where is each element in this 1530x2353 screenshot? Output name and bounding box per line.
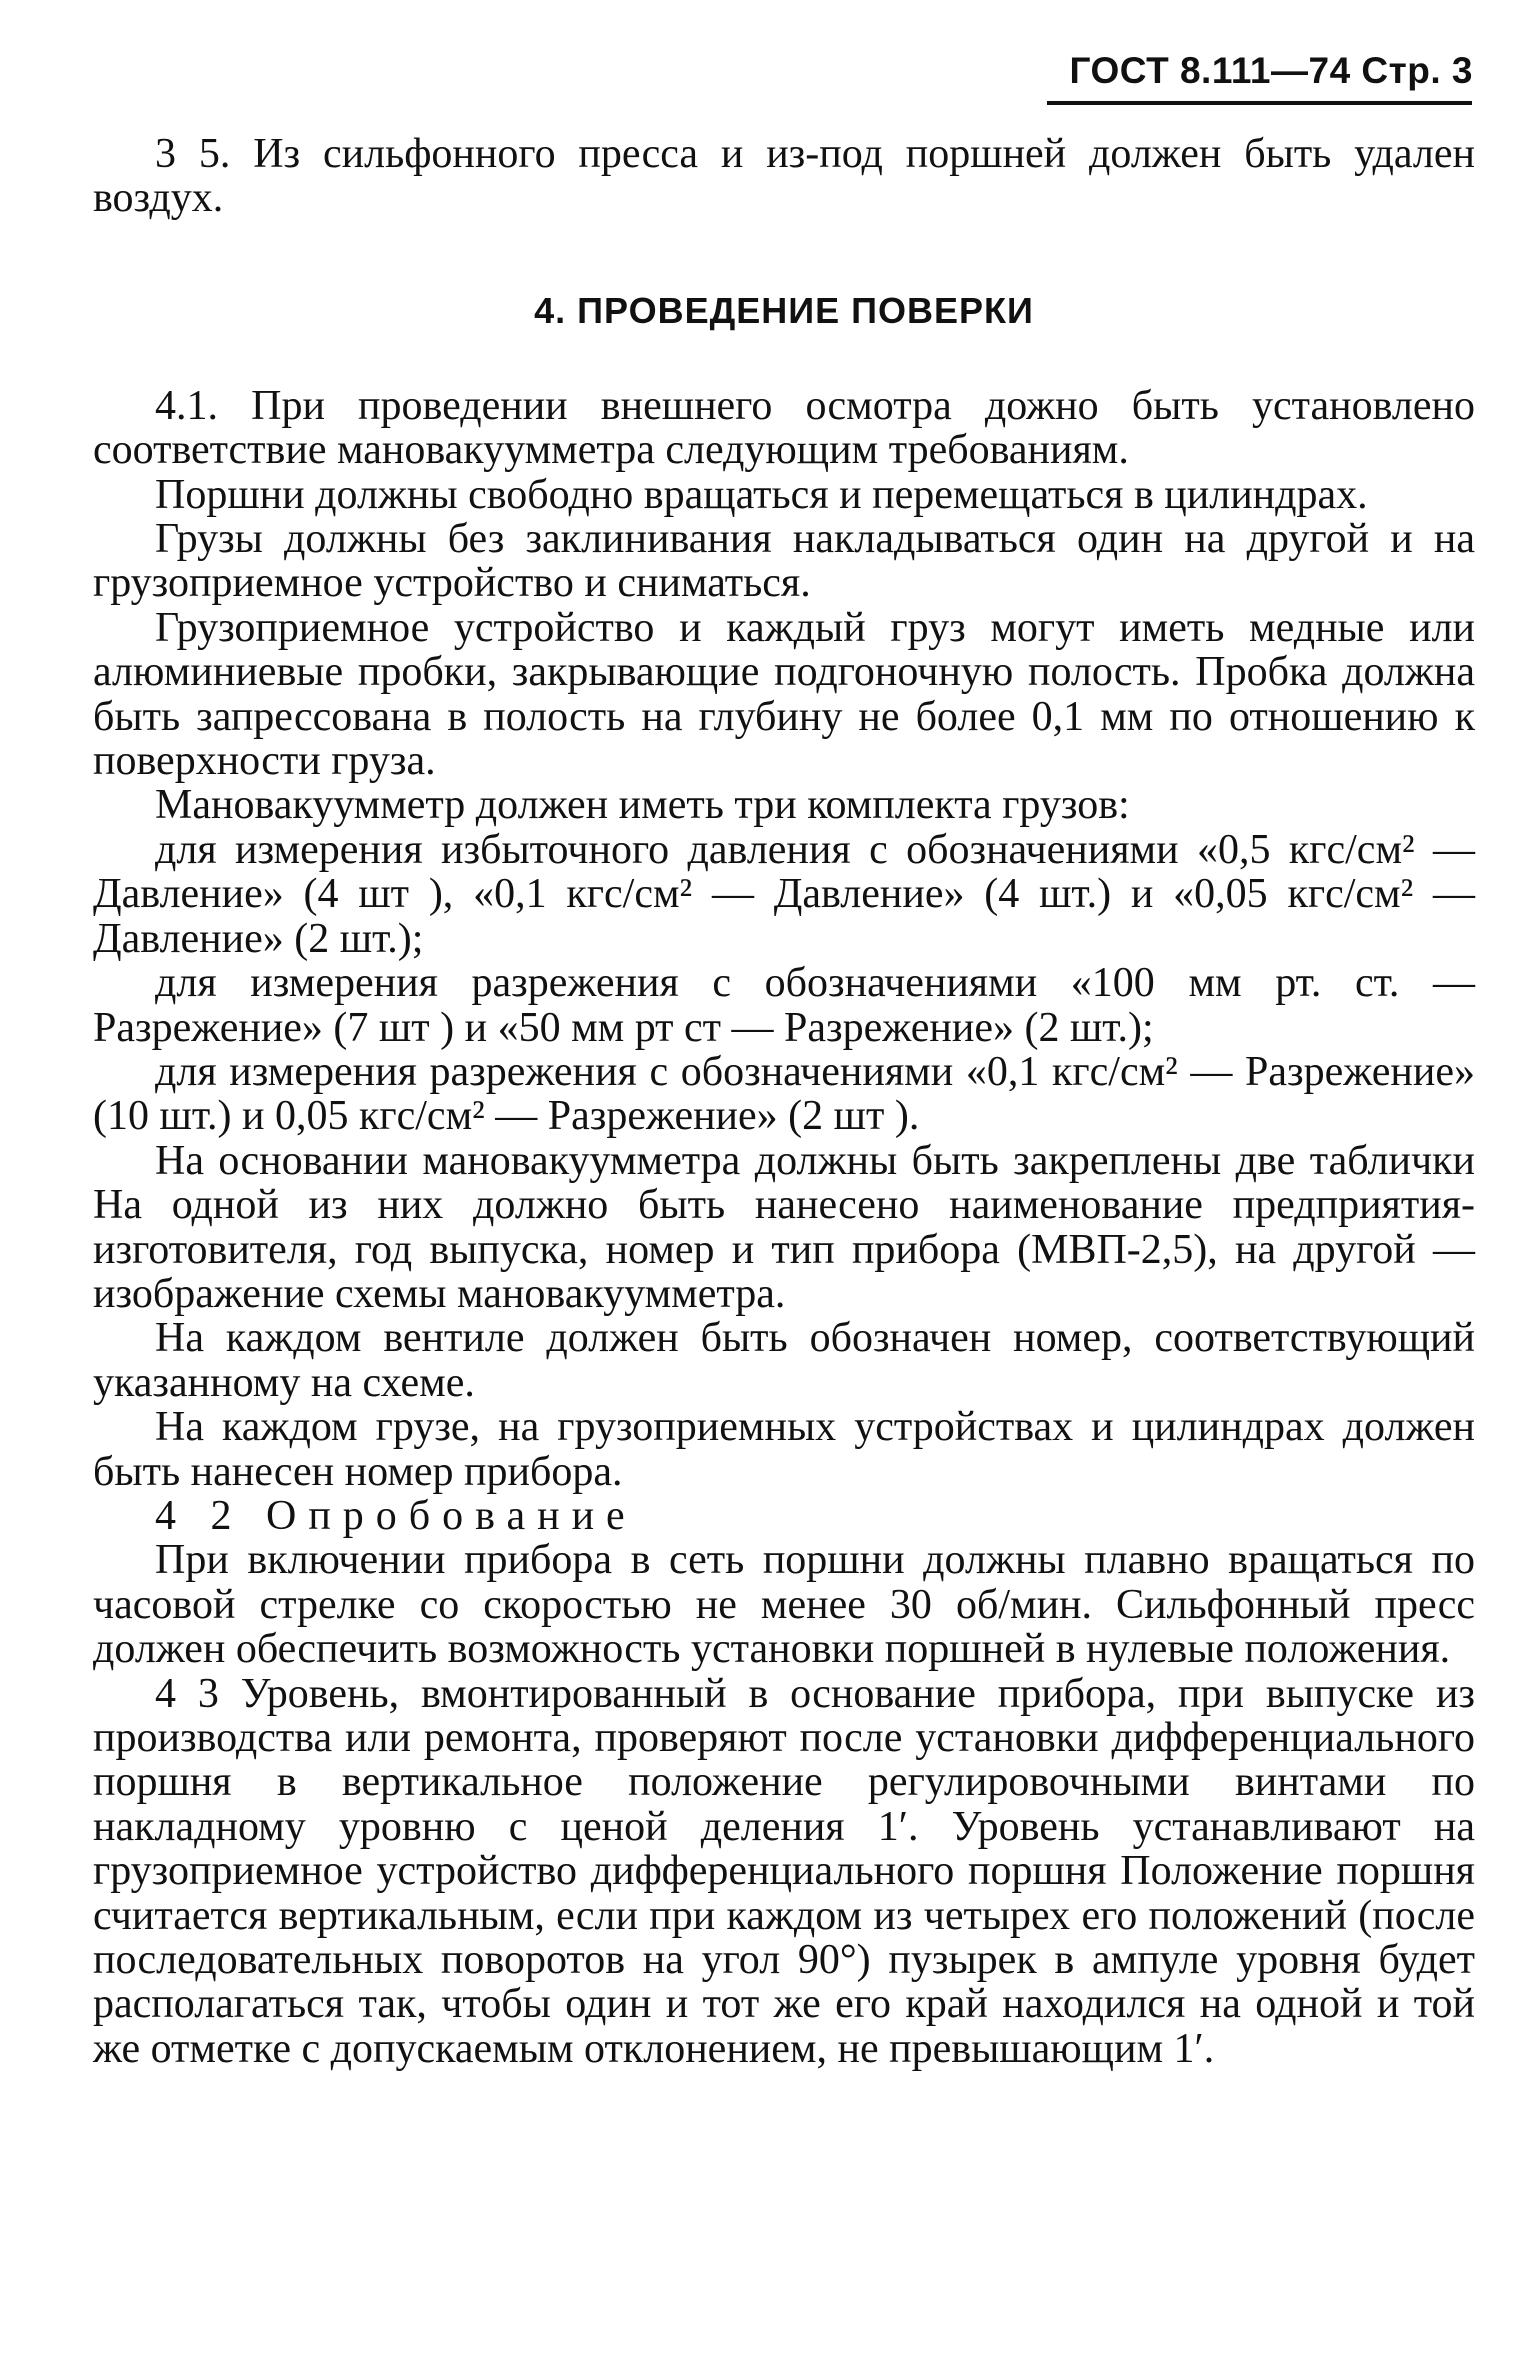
subsection-4-2-title: 4 2 Опробование (155, 1492, 637, 1539)
paragraph-4-1: 4.1. При проведении внешнего осмотра дожно быть установлено соответствие мановакуумметра следующим требованиям. (93, 382, 1475, 474)
page-body (93, 132, 1475, 2071)
paragraph-numbering: На каждом грузе, на грузоприемных устройствах и цилиндрах должен быть нанесен номер прибора. (93, 1404, 1475, 1495)
paragraph-plugs: Грузоприемное устройство и каждый груз могут иметь медные или алюминиевые пробки, закрывающие подгоночную полость. Пробка должна быть запрессована в полость на глубину не более 0,1 мм по отношению к поверхности груза. (93, 604, 1475, 785)
paragraph-4-2: При включении прибора в сеть поршни должны плавно вращаться по часовой стрелке со скоростью не менее 30 об/мин. Сильфонный пресс должен обеспечить возможность установки поршней в нулевые положения. (93, 1537, 1475, 1673)
paragraph-3-5: 3 5. Из сильфонного пресса и из-под поршней должен быть удален воздух. (93, 131, 1475, 222)
paragraph-weights: Грузы должны без заклинивания накладываться один на другой и на грузоприемное устройство и сниматься. (93, 516, 1475, 607)
page-header: ГОСТ 8.111—74 Стр. 3 (1069, 50, 1473, 91)
section-4-title: 4. ПРОВЕДЕНИЕ ПОВЕРКИ (534, 289, 1034, 331)
paragraph-4-3: 4 3 Уровень, вмонтированный в основание прибора, при выпуске из производства или ремонта, проверяют после установки дифференциального поршня в вертикальное положение регулировочными винтами по накладному уровню с ценой деления 1′. Уровень устанавливают на грузоприемное устройство дифференциального поршня Положение поршня считается вертикальным, если при каждом из четырех его положений (после последовательных поворотов на угол 90°) пузырек в ампуле уровня будет располагаться так, чтобы один и тот же его край находился на одной и той же отметке с допускаемым отклонением, не превышающим 1′. (93, 1670, 1475, 2072)
paragraph-valves: На каждом вентиле должен быть обозначен номер, соответствующий указанному на схеме. (93, 1315, 1475, 1406)
list-item-vacuum-mm: для измерения разрежения с обозначениями «100 мм рт. ст. — Разрежение» (7 шт ) и «50 мм рт ст — Разрежение» (2 шт.); (93, 960, 1475, 1051)
header-rule (1047, 101, 1472, 105)
paragraph-weight-sets: Мановакуумметр должен иметь три комплекта грузов: (155, 782, 1130, 829)
list-item-excess-pressure: для измерения избыточного давления с обозначениями «0,5 кгс/см² — Давление» (4 шт ), «0,1 кгс/см² — Давление» (4 шт.) и «0,05 кгс/см² — Давление» (2 шт.); (93, 826, 1475, 962)
list-item-vacuum-kgf: для измерения разрежения с обозначениями «0,1 кгс/см² — Разрежение» (10 шт.) и 0,05 кгс/см² — Разрежение» (2 шт ). (93, 1048, 1475, 1140)
paragraph-plates: На основании мановакуумметра должны быть закреплены две таблички На одной из них должно быть нанесено наименование предприятия-изготовителя, год выпуска, номер и тип прибора (МВП-2,5), на другой — изображение схемы мановакуумметра. (93, 1137, 1475, 1317)
paragraph-pistons: Поршни должны свободно вращаться и перемещаться в цилиндрах. (155, 471, 1368, 518)
